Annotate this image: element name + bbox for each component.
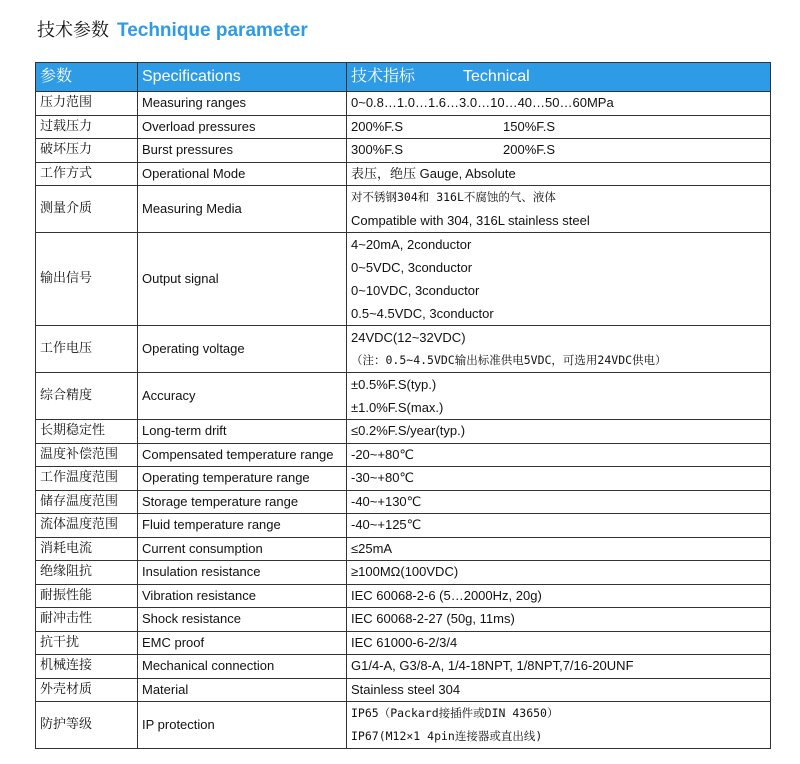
param-cn: 输出信号 [36,233,138,326]
value-line: 0.5~4.5VDC, 3conductor [351,306,494,321]
table-row [36,326,771,373]
value-line: 0~10VDC, 3conductor [351,283,480,298]
value-line: 4~20mA, 2conductor [351,237,472,252]
table-row [36,443,771,467]
value-line: 对不锈钢304和 316L不腐蚀的气、液体 [351,190,556,204]
param-cn: 耐振性能 [36,584,138,608]
param-en: Measuring ranges [138,92,347,116]
param-en: Burst pressures [138,139,347,163]
param-cn: 温度补偿范围 [36,443,138,467]
table-row [36,537,771,561]
param-en: Fluid temperature range [138,514,347,538]
param-en: Long-term drift [138,420,347,444]
page-title-cn: 技术参数 [37,20,109,41]
table-row [36,608,771,632]
param-cn: 过载压力 [36,115,138,139]
param-value: G1/4-A, G3/8-A, 1/4-18NPT, 1/8NPT,7/16-20UNF [347,655,771,679]
param-cn: 抗干扰 [36,631,138,655]
param-en: Output signal [138,233,347,326]
param-value [347,115,771,139]
table-row [36,92,771,116]
table-row [36,514,771,538]
param-cn: 绝缘阻抗 [36,561,138,585]
param-value: IEC 60068-2-6 (5…2000Hz, 20g) [347,584,771,608]
param-cn: 综合精度 [36,373,138,420]
param-en: IP protection [138,702,347,749]
table-row [36,702,771,749]
header-technical-cn: 技术指标 [351,67,416,85]
param-cn: 储存温度范围 [36,490,138,514]
value-line: IP65（Packard接插件或DIN 43650） [351,706,559,720]
param-value: -40~+125℃ [347,514,771,538]
table-row [36,233,771,326]
param-cn: 工作方式 [36,162,138,186]
param-en: Shock resistance [138,608,347,632]
param-value [347,702,771,749]
value-line: ±1.0%F.S(max.) [351,400,444,415]
table-row [36,631,771,655]
value-a: 300%F.S [351,142,404,157]
param-en: Compensated temperature range [138,443,347,467]
param-cn: 工作温度范围 [36,467,138,491]
value-b: 200%F.S [503,142,556,157]
table-row [36,162,771,186]
param-cn: 压力范围 [36,92,138,116]
param-en: Accuracy [138,373,347,420]
table-row [36,467,771,491]
header-specifications: Specifications [138,63,347,92]
value-line: 0~5VDC, 3conductor [351,260,473,275]
table-row [36,655,771,679]
table-row [36,584,771,608]
param-en: Vibration resistance [138,584,347,608]
param-cn: 流体温度范围 [36,514,138,538]
param-value [347,373,771,420]
param-en: Material [138,678,347,702]
param-en: Current consumption [138,537,347,561]
table-row [36,420,771,444]
param-value [347,186,771,233]
value-a: 200%F.S [351,118,404,134]
table-row [36,490,771,514]
param-en: Storage temperature range [138,490,347,514]
param-cn: 耐冲击性 [36,608,138,632]
param-cn: 机械连接 [36,655,138,679]
table-header-row [36,63,771,92]
param-cn: 工作电压 [36,326,138,373]
param-en: Operational Mode [138,162,347,186]
param-en: Measuring Media [138,186,347,233]
value-line: 24VDC(12~32VDC) [351,330,466,345]
param-value: ≤0.2%F.S/year(typ.) [347,420,771,444]
param-value: ≤25mA [347,537,771,561]
param-en: Insulation resistance [138,561,347,585]
param-value [347,326,771,373]
page-title-en: Technique parameter [117,20,308,41]
param-en: Operating voltage [138,326,347,373]
param-value: Stainless steel 304 [347,678,771,702]
value-b: 150%F.S [503,118,556,134]
param-cn: 破坏压力 [36,139,138,163]
value-line: IP67(M12×1 4pin连接器或直出线) [351,729,543,743]
param-value: 0~0.8…1.0…1.6…3.0…10…40…50…60MPa [347,92,771,116]
param-value: IEC 61000-6-2/3/4 [347,631,771,655]
param-value: ≥100MΩ(100VDC) [347,561,771,585]
param-cn: 外壳材质 [36,678,138,702]
param-cn: 消耗电流 [36,537,138,561]
param-en: Overload pressures [138,115,347,139]
table-row [36,186,771,233]
param-value: -20~+80℃ [347,443,771,467]
param-value: -40~+130℃ [347,490,771,514]
param-en: Operating temperature range [138,467,347,491]
param-en: EMC proof [138,631,347,655]
param-cn: 长期稳定性 [36,420,138,444]
value-line: （注：0.5~4.5VDC输出标准供电5VDC，可选用24VDC供电） [351,353,667,367]
header-technical-en: Technical [463,67,530,85]
param-value: 表压，绝压 Gauge, Absolute [347,162,771,186]
param-value: -30~+80℃ [347,467,771,491]
table-row [36,115,771,139]
table-row [36,561,771,585]
table-row [36,678,771,702]
param-cn: 测量介质 [36,186,138,233]
param-value [347,139,771,163]
table-row [36,139,771,163]
param-value [347,233,771,326]
param-value: IEC 60068-2-27 (50g, 11ms) [347,608,771,632]
page-title [37,16,308,44]
table-row [36,373,771,420]
header-technical [347,63,771,92]
value-line: ±0.5%F.S(typ.) [351,377,437,392]
header-param: 参数 [36,63,138,92]
param-cn: 防护等级 [36,702,138,749]
spec-table [35,62,771,749]
param-en: Mechanical connection [138,655,347,679]
value-line: Compatible with 304, 316L stainless steel [351,213,590,228]
